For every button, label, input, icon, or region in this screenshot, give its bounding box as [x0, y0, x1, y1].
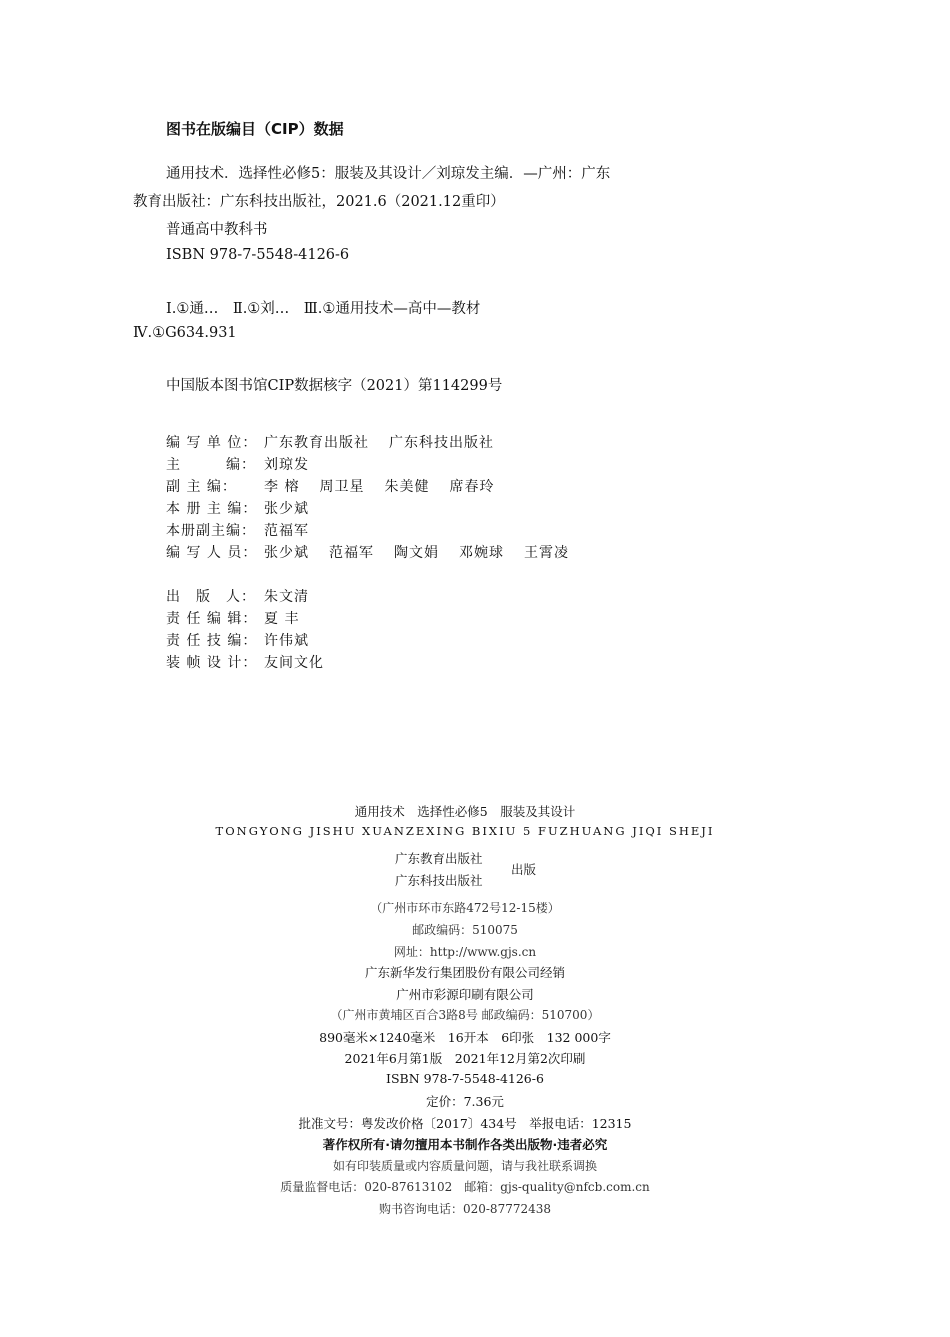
edition-info: 2021年6月第1版 2021年12月第2次印刷 [344, 1051, 586, 1066]
copyright-notice: 著作权所有·请勿擅用本书制作各类出版物·违者必究 [322, 1137, 608, 1152]
staff-role: 副 主 编： [166, 479, 237, 495]
printer-address: （广州市黄埔区百合3路8号 邮政编码：510700） [330, 1008, 600, 1022]
cip-line-3: 普通高中教科书 [166, 222, 268, 238]
cip-record-number: 中国版本图书馆CIP数据核字（2021）第114299号 [166, 378, 503, 394]
staff-name: 夏 丰 [264, 611, 300, 627]
staff-name: 朱文清 [264, 589, 309, 605]
staff-name: 范福军 [329, 545, 374, 561]
quality-phone: 质量监督电话：020-87613102 邮箱：gjs-quality@nfcb.com.cn [280, 1180, 650, 1194]
publisher-1: 广东教育出版社 [395, 851, 483, 866]
staff-role: 出 版 人： [166, 589, 256, 605]
cip-isbn: ISBN 978-7-5548-4126-6 [166, 247, 350, 263]
staff-row [166, 608, 319, 628]
publishers [395, 849, 555, 891]
staff-name: 张少斌 [264, 545, 309, 561]
staff-row [166, 454, 329, 474]
staff-name: 许伟斌 [264, 633, 309, 649]
printer: 广州市彩源印刷有限公司 [396, 987, 534, 1002]
staff-role: 责 任 编 辑： [166, 611, 258, 627]
distributor: 广东新华发行集团股份有限公司经销 [364, 965, 565, 980]
staff-name: 张少斌 [264, 501, 309, 517]
book-title-pinyin: TONGYONG JISHU XUANZEXING BIXIU 5 FUZHUANG JIQI SHEJI [215, 824, 715, 838]
staff-row [166, 476, 514, 496]
staff-names [264, 589, 329, 605]
staff-names [264, 435, 514, 451]
staff-role: 本册副主编： [166, 523, 256, 539]
publish-label: 出版 [511, 862, 537, 877]
staff-role: 编 写 人 员： [166, 545, 258, 561]
purchase-phone: 购书咨询电话：020-87772438 [378, 1202, 552, 1216]
cip-heading: 图书在版编目（CIP）数据 [166, 120, 344, 138]
staff-row [166, 542, 589, 562]
postcode: 邮政编码：510075 [412, 923, 518, 937]
staff-name: 邓婉球 [459, 545, 504, 561]
staff-name: 刘琼发 [264, 457, 309, 473]
staff-name: 席春玲 [449, 479, 495, 495]
staff-role: 装 帧 设 计： [166, 655, 258, 671]
staff-name: 广东教育出版社 [264, 435, 369, 451]
staff-names [264, 479, 514, 495]
staff-row [166, 432, 514, 452]
staff-names [264, 611, 319, 627]
publisher-address: （广州市环市东路472号12-15楼） [370, 901, 560, 915]
staff-role: 本 册 主 编： [166, 501, 258, 517]
cip-classification-1: Ⅰ.①通… Ⅱ.①刘… Ⅲ.①通用技术—高中—教材 [166, 301, 481, 317]
colophon-isbn: ISBN 978-7-5548-4126-6 [386, 1071, 544, 1086]
staff-name: 周卫星 [319, 479, 365, 495]
staff-name: 朱美健 [384, 479, 430, 495]
staff-names [264, 457, 329, 473]
staff-row [166, 520, 329, 540]
staff-name: 李 榕 [264, 479, 300, 495]
cip-line-2: 教育出版社：广东科技出版社，2021.6（2021.12重印） [133, 194, 505, 210]
staff-name: 友间文化 [264, 655, 324, 671]
staff-names [264, 523, 329, 539]
cip-line-1: 通用技术．选择性必修5：服装及其设计／刘琼发主编．—广州：广东 [166, 166, 611, 182]
staff-names [264, 501, 329, 517]
approval-number: 批准文号：粤发改价格〔2017〕434号 举报电话：12315 [298, 1116, 632, 1131]
staff-names [264, 655, 344, 671]
quality-note: 如有印装质量或内容质量问题，请与我社联系调换 [332, 1159, 597, 1173]
staff-role: 责 任 技 编： [166, 633, 258, 649]
staff-name: 广东科技出版社 [389, 435, 494, 451]
staff-name: 陶文娟 [394, 545, 439, 561]
book-title: 通用技术 选择性必修5 服装及其设计 [354, 804, 576, 819]
staff-row [166, 586, 329, 606]
price: 定价：7.36元 [426, 1094, 504, 1109]
website: 网址：http://www.gjs.cn [393, 945, 537, 959]
book-spec: 890毫米×1240毫米 16开本 6印张 132 000字 [319, 1030, 611, 1045]
staff-name: 范福军 [264, 523, 309, 539]
staff-names [264, 545, 589, 561]
staff-row [166, 652, 344, 672]
staff-name: 王霄凌 [524, 545, 569, 561]
staff-row [166, 498, 329, 518]
cip-classification-2: Ⅳ.①G634.931 [133, 325, 237, 341]
staff-names [264, 633, 329, 649]
publisher-2: 广东科技出版社 [395, 873, 483, 888]
staff-role: 主 编： [166, 457, 256, 473]
staff-row [166, 630, 329, 650]
staff-role: 编 写 单 位： [166, 435, 258, 451]
